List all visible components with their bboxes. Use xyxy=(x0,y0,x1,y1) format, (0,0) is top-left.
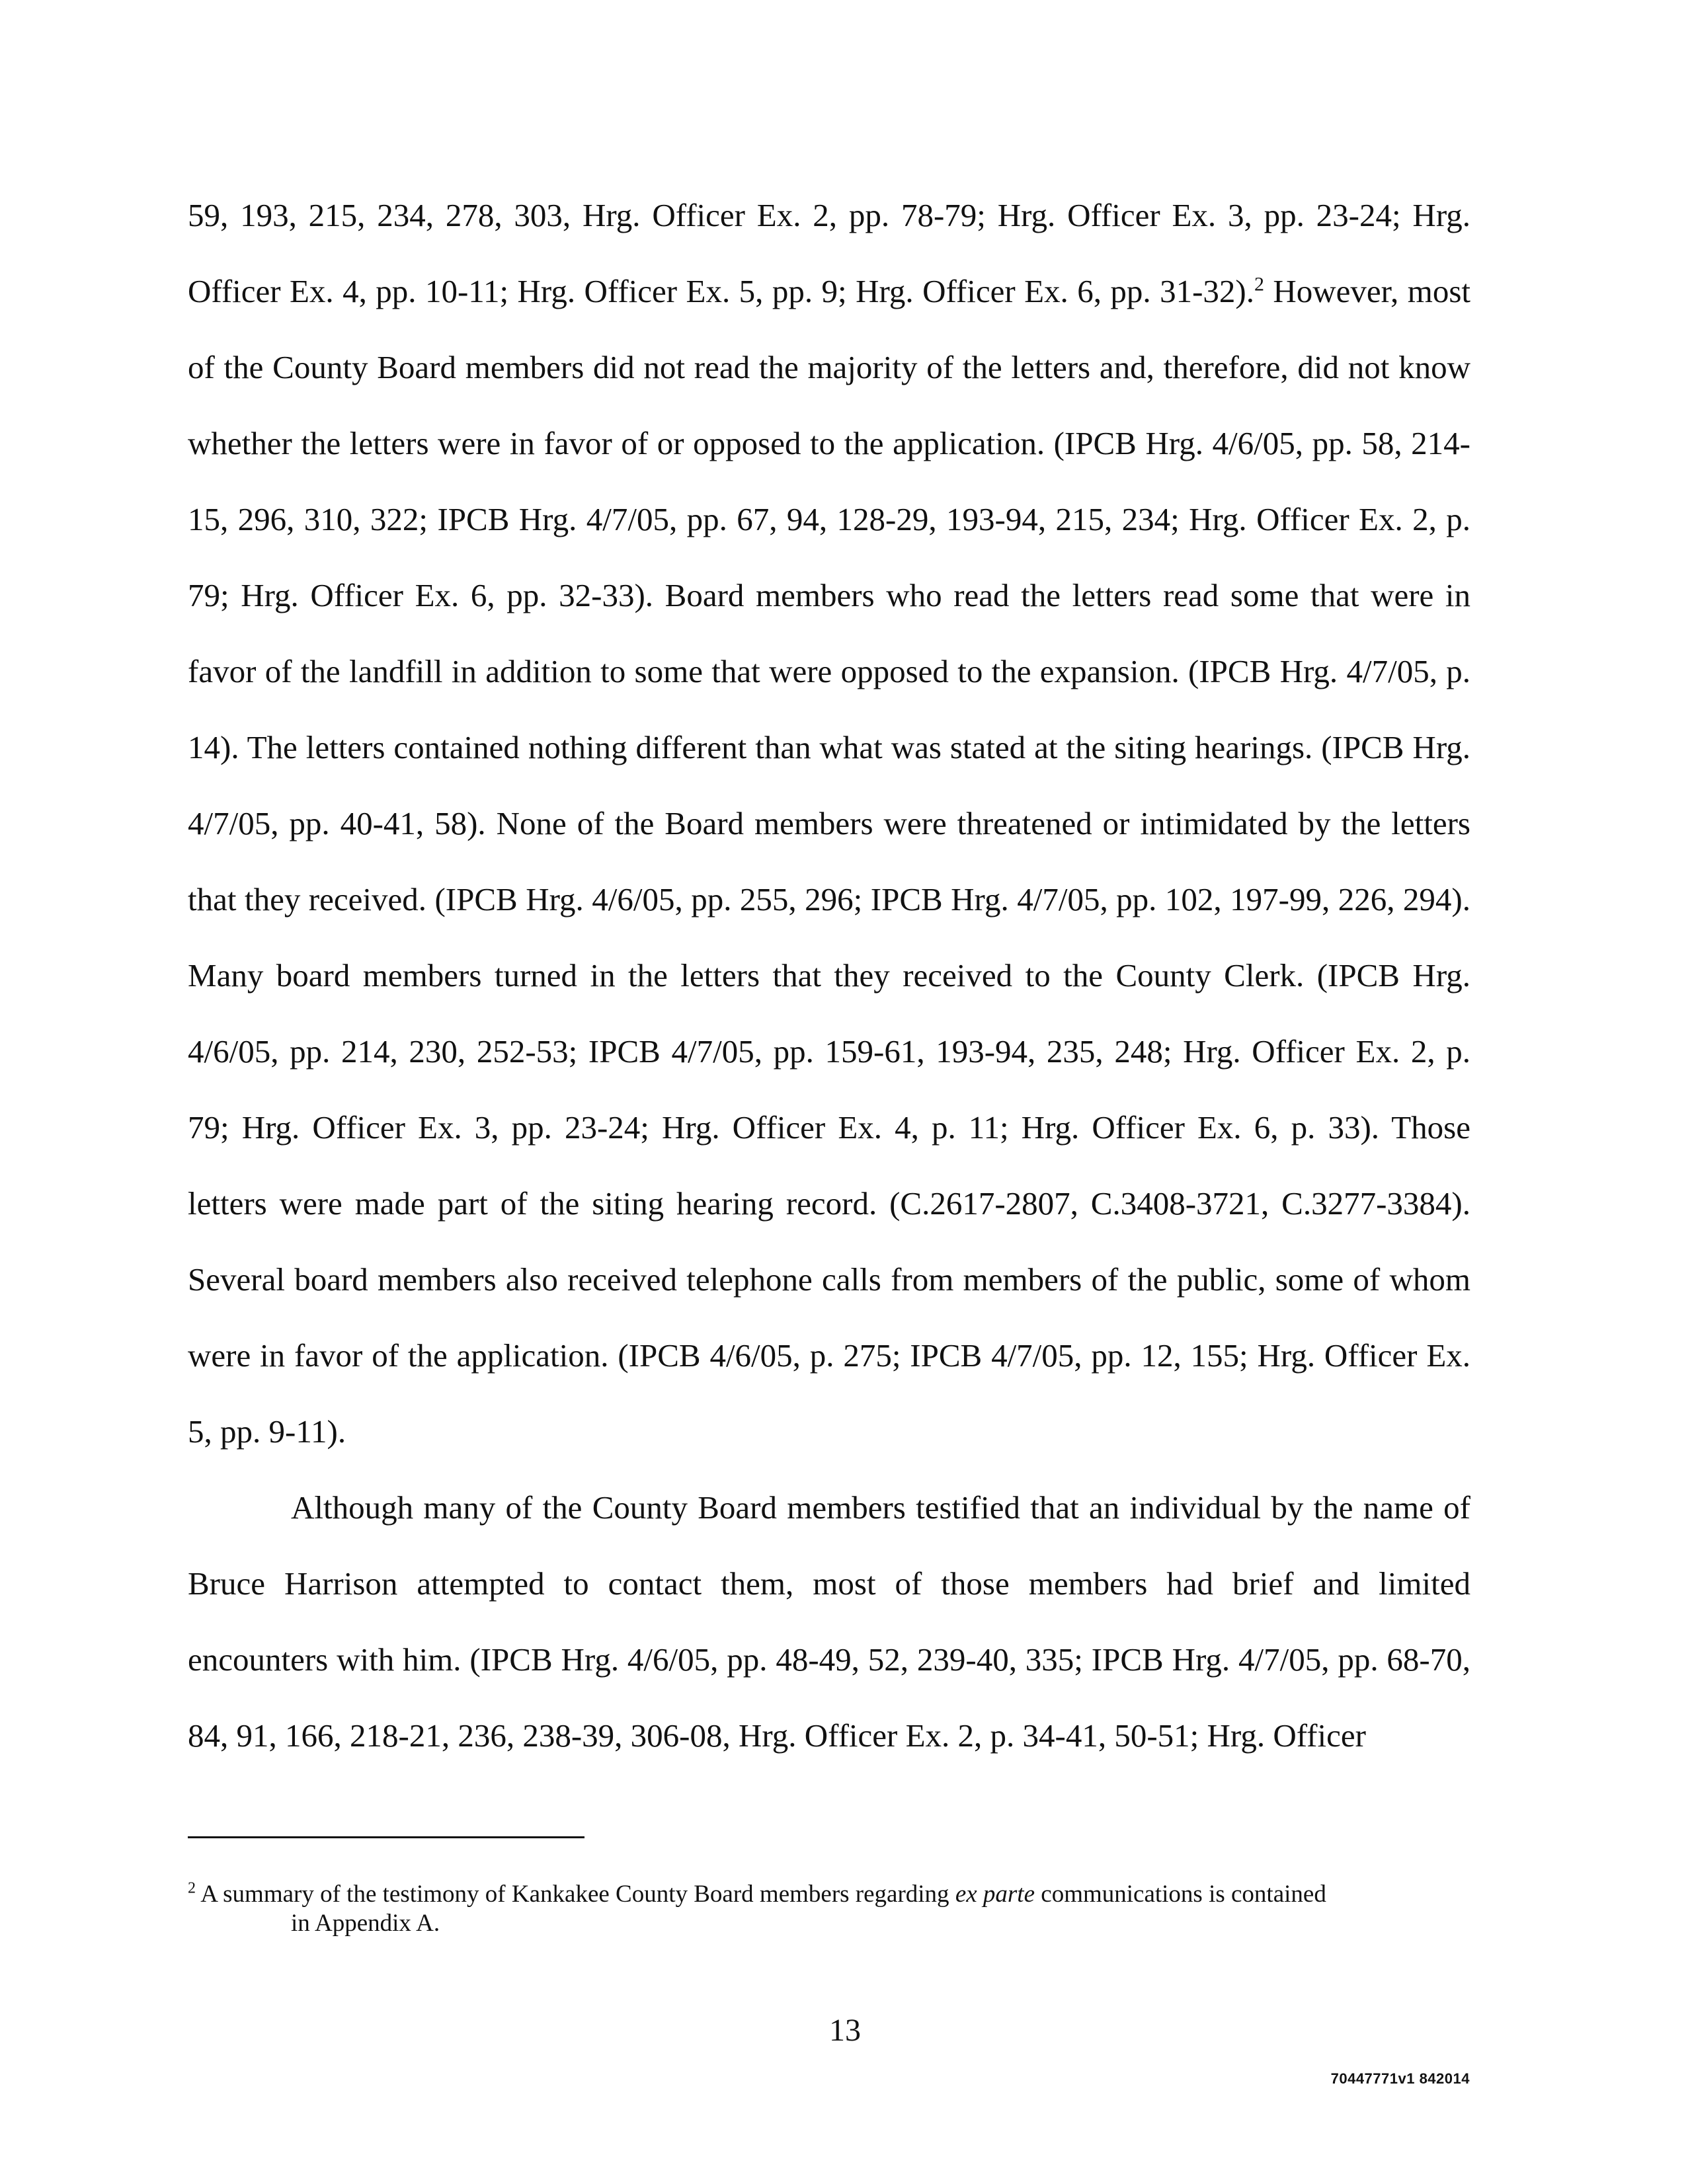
paragraph-1-text-continued: However, most of the County Board members did not read the majority of the letters and, therefore, did not know whether the letters were in favor of or opposed to the application. (IPCB Hrg. 4/6/05, pp. 58, 214-15, 296, 310, 322; IPCB Hrg. 4/7/05, pp. 67, 94, 128-29, 193-94, 215, 234; Hrg. Officer Ex. 2, p. 79; Hrg. Officer Ex. 6, pp. 32-33). Board members who read the letters read some that were in favor of the landfill in addition to some that were opposed to the expansion. (IPCB Hrg. 4/7/05, p. 14). The letters contained nothing different than what was stated at the siting hearings. (IPCB Hrg. 4/7/05, pp. 40-41, 58). None of the Board members were threatened or intimidated by the letters that they received. (IPCB Hrg. 4/6/05, pp. 255, 296; IPCB Hrg. 4/7/05, pp. 102, 197-99, 226, 294). Many board members turned in the letters that they received to the County Clerk. (IPCB Hrg. 4/6/05, pp. 214, 230, 252-53; IPCB 4/7/05, pp. 159-61, 193-94, 235, 248; Hrg. Officer Ex. 2, p. 79; Hrg. Officer Ex. 3, pp. 23-24; Hrg. Officer Ex. 4, p. 11; Hrg. Officer Ex. 6, p. 33). Those letters were made part of the siting hearing record. (C.2617-2807, C.3408-3721, C.3277-3384). Several board members also received telephone calls from members of the public, some of whom were in favor of the application. (IPCB 4/6/05, p. 275; IPCB 4/7/05, pp. 12, 155; Hrg. Officer Ex. 5, pp. 9-11). xyxy=(188,273,1471,1450)
footnote xyxy=(188,1880,1470,1938)
footnote-separator xyxy=(188,1836,584,1838)
footnote-italic-text: ex parte xyxy=(955,1881,1035,1908)
footnote-text: A summary of the testimony of Kankakee County Board members regarding xyxy=(196,1881,955,1908)
paragraph-1-text: 59, 193, 215, 234, 278, 303, Hrg. Officer Ex. 2, pp. 78-79; Hrg. Officer Ex. 3, pp. 23-24; Hrg. Officer Ex. 4, pp. 10-11; Hrg. Officer Ex. 5, pp. 9; Hrg. Officer Ex. 6, pp. 31-32). xyxy=(188,197,1470,309)
footnote-second-line: in Appendix A. xyxy=(291,1910,440,1937)
page-number: 13 xyxy=(829,2013,861,2048)
paragraph-bruce-harrison: Although many of the County Board members testified that an individual by the name of Bruce Harrison attempted to contact them, most of those members had brief and limited encounters with him. (IPCB Hrg. 4/6/05, pp. 48-49, 52, 239-40, 335; IPCB Hrg. 4/7/05, pp. 68-70, 84, 91, 166, 218-21, 236, 238-39, 306-08, Hrg. Officer Ex. 2, p. 34-41, 50-51; Hrg. Officer xyxy=(188,1489,1470,1754)
paragraph-continued xyxy=(188,177,1470,1469)
footnote-marker: 2 xyxy=(188,1879,196,1897)
body-text xyxy=(188,177,1470,1774)
document-id: 70447771v1 842014 xyxy=(1330,2070,1470,2087)
footnote-reference: 2 xyxy=(1254,273,1264,295)
footnote-text-continued: communications is contained xyxy=(1035,1881,1326,1908)
